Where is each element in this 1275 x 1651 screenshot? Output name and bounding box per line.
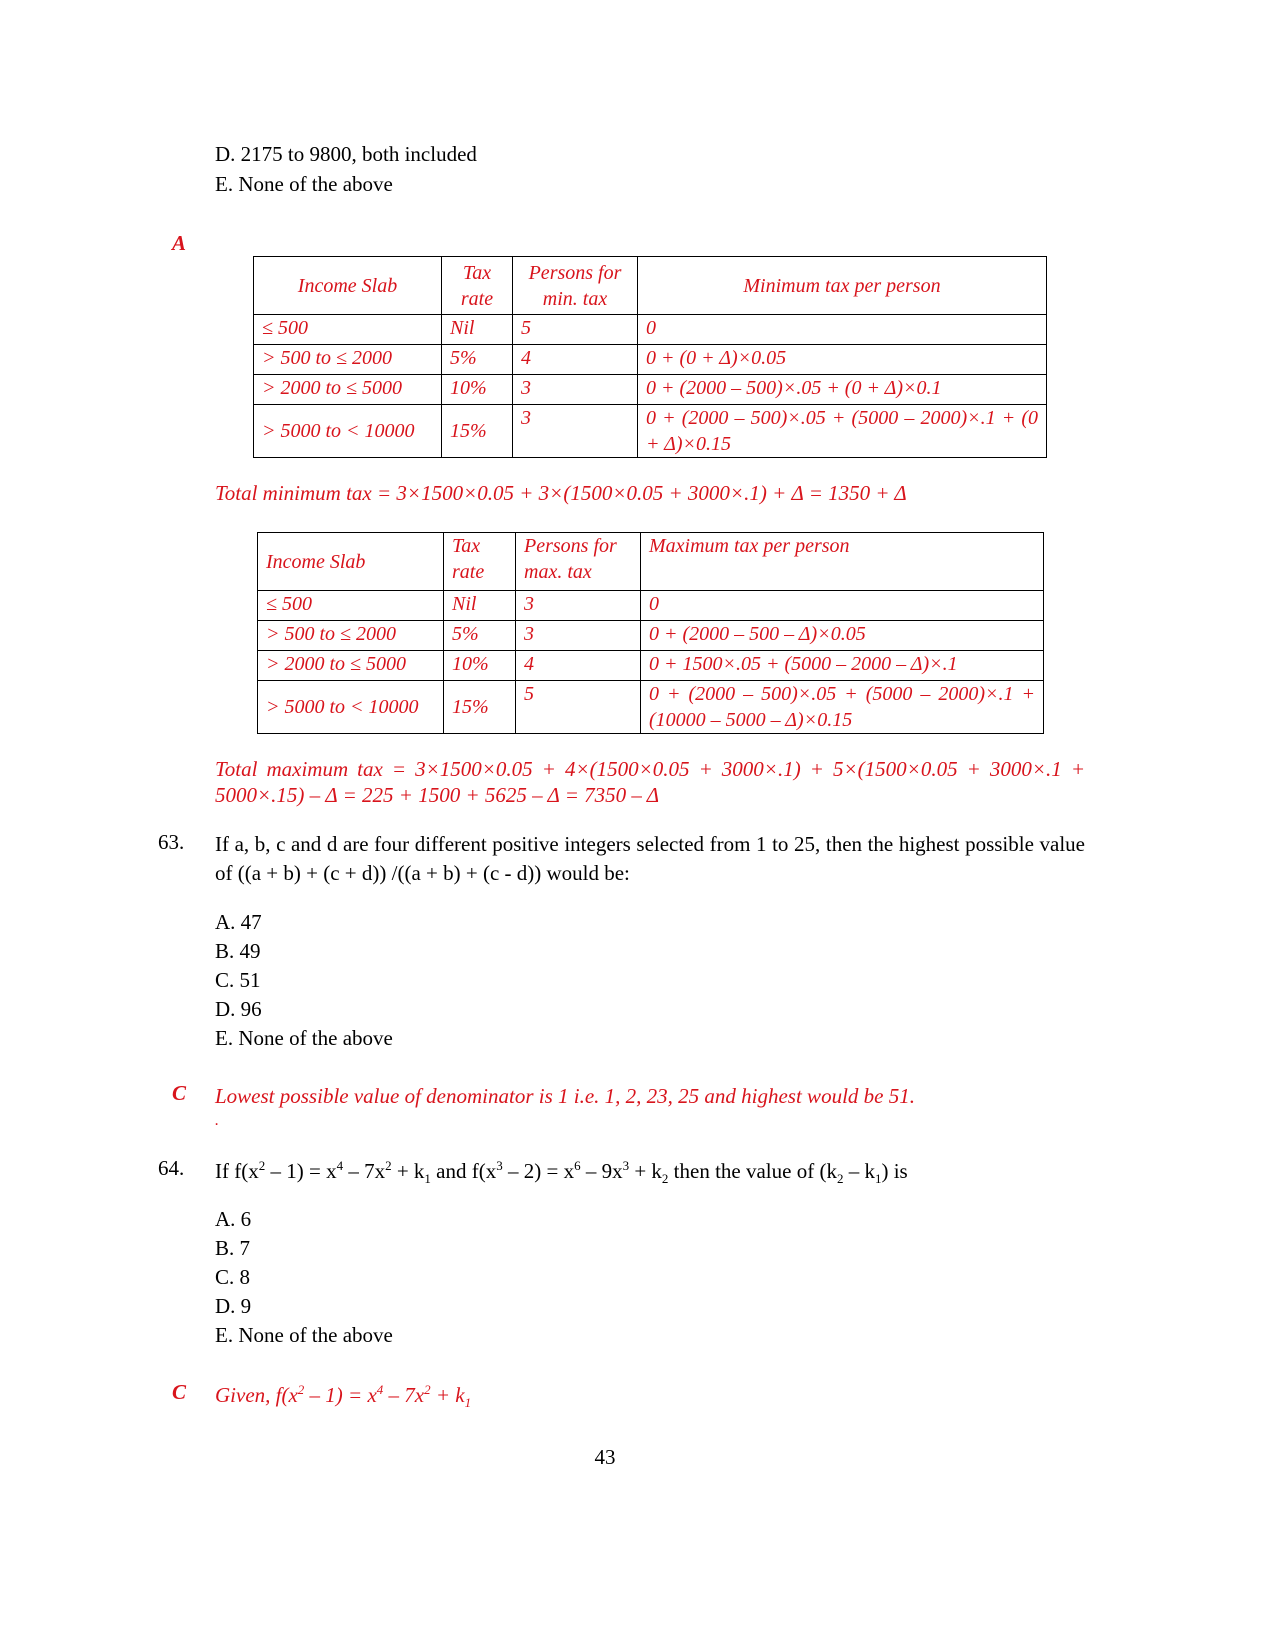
text-run: ) is: [881, 1159, 908, 1183]
cell: 0 + (2000 – 500)×.05 + (5000 – 2000)×.1 + (0 + Δ)×0.15: [638, 405, 1047, 458]
text-run: – 1) = x: [304, 1383, 377, 1407]
option-d: D. 9: [215, 1294, 252, 1318]
cell: 3: [513, 405, 638, 458]
text-run: and f(x: [430, 1159, 497, 1183]
cell: Nil: [442, 315, 513, 345]
superscript: 2: [258, 1158, 266, 1173]
table-row: [254, 345, 1047, 375]
cell: 0: [638, 315, 1047, 345]
superscript: 4: [336, 1158, 344, 1173]
max-table-header-row: [258, 533, 1044, 591]
cell: > 500 to ≤ 2000: [258, 621, 444, 651]
text-run: – 1) = x: [265, 1159, 337, 1183]
option-b: B. 7: [215, 1236, 251, 1260]
explanation-q63: Lowest possible value of denominator is 1 i.e. 1, 2, 23, 25 and highest would be 51.: [215, 1084, 915, 1108]
cell: 0 + (2000 – 500)×.05 + (5000 – 2000)×.1 + (10000 – 5000 – Δ)×0.15: [641, 681, 1044, 734]
text-run: + k: [629, 1159, 662, 1183]
subscript: 2: [661, 1171, 669, 1187]
cell: > 2000 to ≤ 5000: [258, 651, 444, 681]
text-run: – 9x: [580, 1159, 623, 1183]
cell: 3: [516, 621, 641, 651]
superscript: 6: [574, 1158, 581, 1173]
max-header-tax-rate: Tax rate: [444, 533, 516, 591]
cell: 0 + (0 + Δ)×0.05: [638, 345, 1047, 375]
cell: 5: [516, 681, 641, 734]
option-b: B. 49: [215, 939, 261, 963]
table-row: [254, 375, 1047, 405]
text-run: – 7x: [383, 1383, 425, 1407]
table-row: [254, 405, 1047, 458]
min-tax-table: [253, 256, 1047, 458]
min-header-persons: Persons for min. tax: [513, 257, 638, 315]
option-d: D. 96: [215, 997, 262, 1021]
cell: 0 + (2000 – 500)×.05 + (0 + Δ)×0.1: [638, 375, 1047, 405]
option-c: C. 51: [215, 968, 261, 992]
cell: > 2000 to ≤ 5000: [254, 375, 442, 405]
superscript: 2: [297, 1382, 305, 1397]
superscript: 3: [496, 1158, 503, 1173]
superscript: 3: [622, 1158, 630, 1173]
text-run: – 2) = x: [502, 1159, 575, 1183]
table-row: [258, 621, 1044, 651]
option-e: E. None of the above: [215, 1323, 393, 1347]
prev-option-e: E. None of the above: [215, 172, 393, 196]
cell: 5%: [444, 621, 516, 651]
cell: 15%: [444, 681, 516, 734]
max-header-persons: Persons for max. tax: [516, 533, 641, 591]
cell: 10%: [442, 375, 513, 405]
max-header-max-tax: Maximum tax per person: [641, 533, 1044, 591]
cell: 5: [513, 315, 638, 345]
cell: Nil: [444, 591, 516, 621]
superscript: 2: [385, 1158, 392, 1173]
cell: 3: [513, 375, 638, 405]
answer-letter-q63: C: [172, 1081, 187, 1105]
cell: 4: [513, 345, 638, 375]
answer-letter-q64: C: [172, 1380, 187, 1404]
text-run: + k: [430, 1383, 465, 1407]
text-run: then the value of (k: [668, 1159, 837, 1183]
text-run: – 7x: [343, 1159, 386, 1183]
subscript: 1: [874, 1171, 882, 1187]
subscript: 1: [464, 1395, 472, 1411]
cell: ≤ 500: [258, 591, 444, 621]
superscript: 4: [376, 1382, 384, 1397]
question-number-63: 63.: [158, 830, 185, 854]
page-number: 43: [594, 1445, 616, 1469]
answer-letter-q62: A: [172, 231, 187, 255]
question-number-64: 64.: [158, 1156, 185, 1180]
cell: > 500 to ≤ 2000: [254, 345, 442, 375]
cell: 5%: [442, 345, 513, 375]
cell: 10%: [444, 651, 516, 681]
min-header-min-tax: Minimum tax per person: [638, 257, 1047, 315]
option-c: C. 8: [215, 1265, 251, 1289]
question-text-64: [215, 1156, 908, 1186]
question-text-63: If a, b, c and d are four different positive integers selected from 1 to 25, then the highest possible value of ((a + b) + (c + d)) /((a + b) + (c - d)) would be:: [215, 832, 1085, 885]
cell: 15%: [442, 405, 513, 458]
subscript: 1: [424, 1171, 431, 1187]
option-a: A. 47: [215, 910, 262, 934]
option-e: E. None of the above: [215, 1026, 393, 1050]
prev-option-d: D. 2175 to 9800, both included: [215, 142, 477, 166]
subscript: 2: [836, 1171, 844, 1187]
max-tax-table: [257, 532, 1044, 734]
options-q64: [215, 1205, 393, 1350]
text-run: Given, f(x: [215, 1383, 298, 1407]
cell: > 5000 to < 10000: [254, 405, 442, 458]
table-row: [258, 591, 1044, 621]
cell: 4: [516, 651, 641, 681]
cell: 0 + (2000 – 500 – Δ)×0.05: [641, 621, 1044, 651]
max-header-income-slab: Income Slab: [258, 533, 444, 591]
text-run: + k: [391, 1159, 425, 1183]
cell: 3: [516, 591, 641, 621]
min-header-tax-rate: Tax rate: [442, 257, 513, 315]
cell: 0 + 1500×.05 + (5000 – 2000 – Δ)×.1: [641, 651, 1044, 681]
prev-options: [215, 139, 477, 199]
cell: > 5000 to < 10000: [258, 681, 444, 734]
total-max-tax: Total maximum tax = 3×1500×0.05 + 4×(1500×0.05 + 3000×.1) + 5×(1500×0.05 + 3000×.1 + 5000×.15) – Δ = 225 + 1500 + 5625 – Δ = 7350 – Δ: [215, 757, 1085, 807]
options-q63: [215, 908, 393, 1053]
total-min-tax: Total minimum tax = 3×1500×0.05 + 3×(1500×0.05 + 3000×.1) + Δ = 1350 + Δ: [215, 481, 907, 505]
text-run: If f(x: [215, 1159, 259, 1183]
table-row: [258, 651, 1044, 681]
table-row: [258, 681, 1044, 734]
stray-dot: .: [215, 1112, 219, 1129]
text-run: – k: [843, 1159, 875, 1183]
min-table-header-row: [254, 257, 1047, 315]
superscript: 2: [424, 1382, 431, 1397]
given-q64: [215, 1380, 471, 1410]
cell: 0: [641, 591, 1044, 621]
table-row: [254, 315, 1047, 345]
cell: ≤ 500: [254, 315, 442, 345]
min-header-income-slab: Income Slab: [254, 257, 442, 315]
option-a: A. 6: [215, 1207, 252, 1231]
